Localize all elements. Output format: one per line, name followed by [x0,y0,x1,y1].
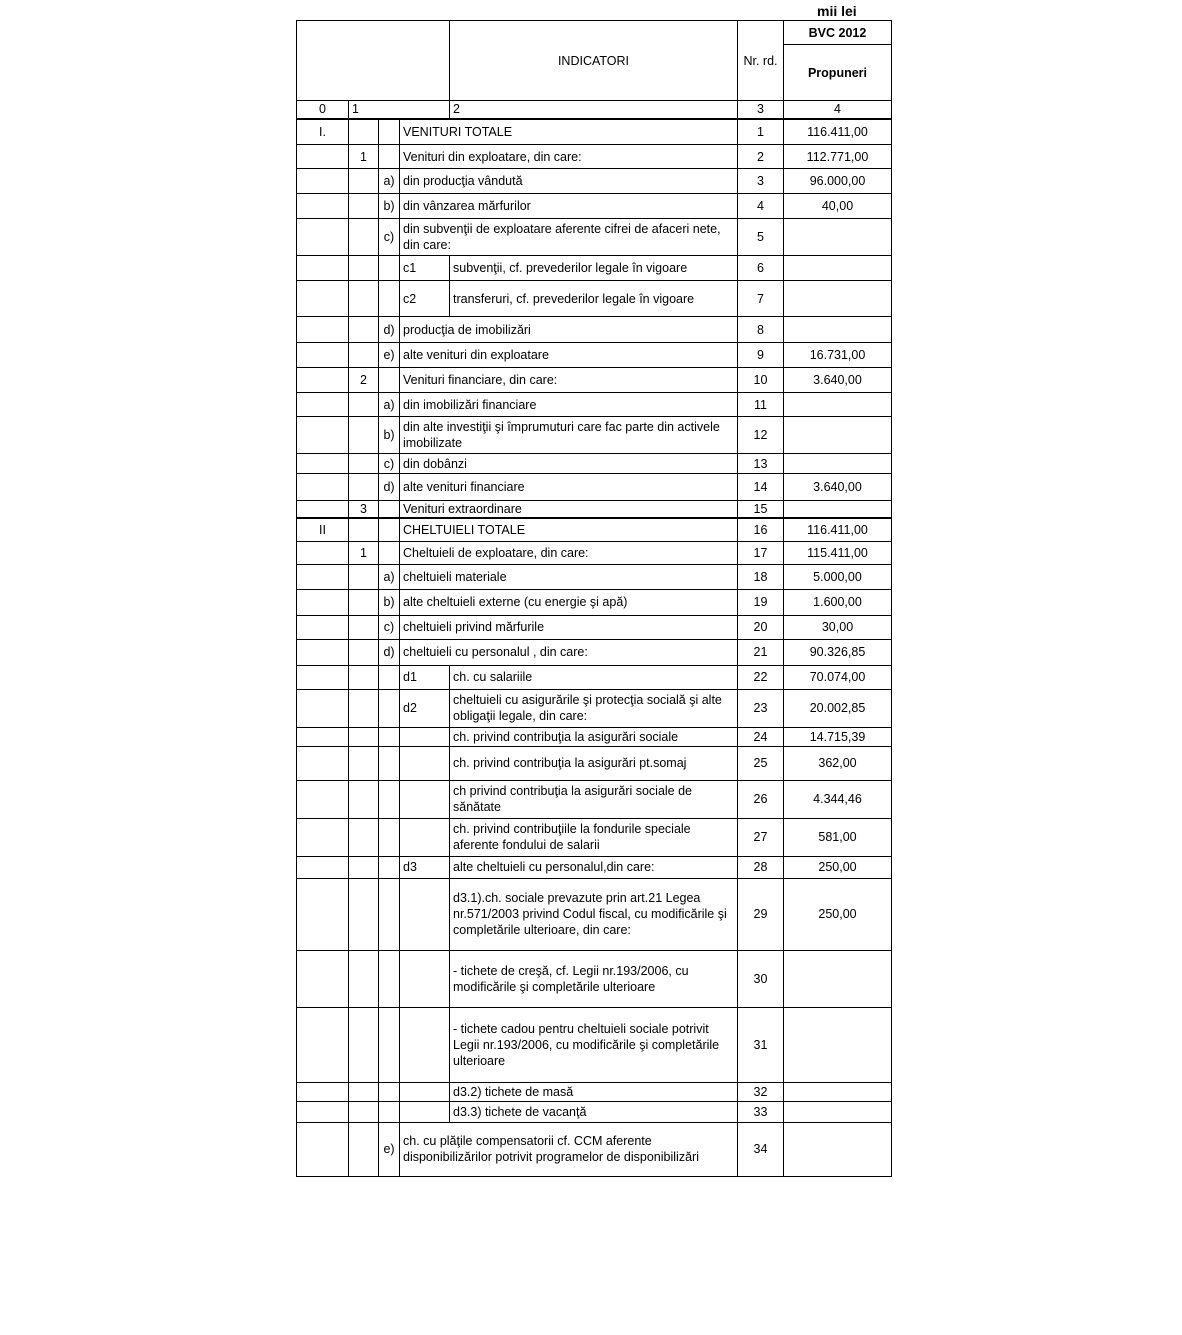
row-level-1 [297,639,349,665]
row-number: 4 [738,194,784,219]
row-level-3 [379,1082,400,1101]
row-value [784,1007,892,1082]
row-level-3: d) [379,474,400,501]
budget-table [296,20,892,1177]
row-level-2 [349,564,379,589]
table-row [297,780,892,818]
table-row [297,317,892,343]
row-level-3 [379,256,400,281]
row-value: 116.411,00 [784,518,892,541]
row-number: 21 [738,639,784,665]
row-level-3 [379,818,400,856]
row-level-3: b) [379,194,400,219]
row-number: 20 [738,615,784,639]
table-row [297,281,892,317]
row-level-4: c2 [400,281,450,317]
column-index-row [297,101,892,119]
row-value: 4.344,46 [784,780,892,818]
row-level-2 [349,689,379,727]
row-number: 24 [738,727,784,746]
row-indicator: ch. privind contribuţia la asigurări sociale [450,727,738,746]
row-level-1 [297,615,349,639]
table-row [297,518,892,541]
row-level-4 [400,746,450,780]
row-level-2 [349,393,379,417]
table-row [297,589,892,615]
row-level-1 [297,818,349,856]
row-level-1 [297,194,349,219]
row-number: 34 [738,1122,784,1176]
row-level-2 [349,454,379,474]
row-indicator: alte cheltuieli cu personalul,din care: [450,856,738,878]
row-level-1 [297,1007,349,1082]
row-number: 9 [738,343,784,368]
row-level-3 [379,950,400,1007]
row-level-2 [349,474,379,501]
row-value: 14.715,39 [784,727,892,746]
row-value [784,393,892,417]
row-level-1 [297,145,349,169]
row-level-2 [349,119,379,145]
row-level-2: 1 [349,541,379,564]
row-value: 90.326,85 [784,639,892,665]
row-value [784,317,892,343]
row-value [784,501,892,519]
row-level-3 [379,541,400,564]
row-level-3 [379,145,400,169]
row-number: 27 [738,818,784,856]
table-row [297,194,892,219]
row-indicator: alte venituri din exploatare [400,343,738,368]
row-number: 22 [738,665,784,689]
table-row [297,145,892,169]
table-row [297,1122,892,1176]
row-level-3: e) [379,1122,400,1176]
row-indicator: din alte investiţii şi împrumuturi care fac parte din activele imobilizate [400,417,738,454]
row-level-2 [349,317,379,343]
row-number: 25 [738,746,784,780]
row-level-2 [349,1007,379,1082]
row-level-1 [297,564,349,589]
row-indicator: d3.2) tichete de masă [450,1082,738,1101]
row-indicator: VENITURI TOTALE [400,119,738,145]
row-indicator: CHELTUIELI TOTALE [400,518,738,541]
table-row [297,1007,892,1082]
row-level-3 [379,727,400,746]
row-number: 13 [738,454,784,474]
row-number: 5 [738,219,784,256]
row-level-2: 3 [349,501,379,519]
row-value [784,219,892,256]
row-level-2 [349,1101,379,1122]
row-level-3 [379,780,400,818]
table-row [297,878,892,950]
table-row [297,1101,892,1122]
row-level-2 [349,780,379,818]
row-value: 250,00 [784,878,892,950]
row-level-3 [379,856,400,878]
table-row [297,615,892,639]
row-level-1 [297,169,349,194]
row-number: 15 [738,501,784,519]
row-level-3 [379,878,400,950]
row-level-2 [349,950,379,1007]
table-row [297,564,892,589]
row-number: 3 [738,169,784,194]
row-value: 115.411,00 [784,541,892,564]
row-level-1 [297,393,349,417]
row-indicator: Venituri financiare, din care: [400,368,738,393]
row-value: 1.600,00 [784,589,892,615]
table-row [297,256,892,281]
row-level-2 [349,281,379,317]
row-level-1 [297,1101,349,1122]
row-level-3: a) [379,169,400,194]
table-row [297,169,892,194]
row-level-1 [297,256,349,281]
unit-label: mii lei [817,3,857,19]
row-value [784,454,892,474]
header-blank [297,21,450,101]
row-number: 32 [738,1082,784,1101]
row-level-2 [349,518,379,541]
row-level-3: d) [379,317,400,343]
row-indicator: din producţia vândută [400,169,738,194]
row-value: 112.771,00 [784,145,892,169]
row-indicator: d3.3) tichete de vacanţă [450,1101,738,1122]
row-level-2 [349,818,379,856]
row-level-4 [400,950,450,1007]
table-row [297,639,892,665]
row-level-4: d2 [400,689,450,727]
table-row [297,727,892,746]
col-index-0: 0 [297,101,349,119]
row-level-2 [349,1122,379,1176]
row-level-4: d1 [400,665,450,689]
row-level-2 [349,343,379,368]
row-level-2 [349,615,379,639]
row-level-1 [297,501,349,519]
row-level-1 [297,950,349,1007]
row-level-4: d3 [400,856,450,878]
row-number: 10 [738,368,784,393]
row-level-3 [379,1007,400,1082]
row-indicator: ch. cu salariile [450,665,738,689]
row-level-3 [379,665,400,689]
row-level-3 [379,1101,400,1122]
row-indicator: producţia de imobilizări [400,317,738,343]
row-level-4 [400,878,450,950]
row-value: 5.000,00 [784,564,892,589]
row-number: 6 [738,256,784,281]
row-level-2: 2 [349,368,379,393]
header-row-1 [297,21,892,45]
table-row [297,119,892,145]
row-value: 581,00 [784,818,892,856]
row-indicator: transferuri, cf. prevederilor legale în vigoare [450,281,738,317]
row-level-2 [349,219,379,256]
row-number: 8 [738,317,784,343]
row-indicator: d3.1).ch. sociale prevazute prin art.21 Legea nr.571/2003 privind Codul fiscal, cu modificările şi completările ulterioare, din care: [450,878,738,950]
row-level-3 [379,518,400,541]
row-level-1 [297,856,349,878]
row-value: 250,00 [784,856,892,878]
row-level-2 [349,194,379,219]
row-level-1 [297,746,349,780]
row-level-2 [349,665,379,689]
row-number: 18 [738,564,784,589]
table-row [297,368,892,393]
table-row [297,541,892,564]
table-row [297,343,892,368]
row-number: 16 [738,518,784,541]
row-value [784,256,892,281]
row-level-3: c) [379,615,400,639]
row-level-1: I. [297,119,349,145]
row-level-1 [297,878,349,950]
row-level-1 [297,219,349,256]
row-number: 11 [738,393,784,417]
row-level-4 [400,818,450,856]
row-level-1 [297,665,349,689]
row-indicator: Venituri din exploatare, din care: [400,145,738,169]
row-value: 3.640,00 [784,474,892,501]
row-level-1 [297,541,349,564]
row-level-1 [297,417,349,454]
table-row [297,501,892,519]
table-row [297,454,892,474]
row-level-2 [349,746,379,780]
row-indicator: cheltuieli materiale [400,564,738,589]
row-level-3 [379,281,400,317]
header-bvc: BVC 2012 [784,21,892,45]
row-indicator: Venituri extraordinare [400,501,738,519]
row-level-3: d) [379,639,400,665]
row-level-2 [349,1082,379,1101]
row-value [784,1101,892,1122]
row-indicator: ch privind contribuţia la asigurări sociale de sănătate [450,780,738,818]
row-level-2 [349,639,379,665]
row-value [784,1122,892,1176]
row-level-1 [297,343,349,368]
row-level-2 [349,856,379,878]
row-indicator: ch. cu plăţile compensatorii cf. CCM aferente disponibilizărilor potrivit programelor de disponibilizări [400,1122,738,1176]
table-row [297,746,892,780]
row-level-2 [349,417,379,454]
table-row [297,393,892,417]
col-index-4: 4 [784,101,892,119]
table-row [297,417,892,454]
row-level-1 [297,281,349,317]
row-indicator: - tichete de creşă, cf. Legii nr.193/2006, cu modificările şi completările ulterioare [450,950,738,1007]
row-value [784,281,892,317]
row-level-1 [297,454,349,474]
row-number: 31 [738,1007,784,1082]
row-level-3: b) [379,589,400,615]
row-value: 3.640,00 [784,368,892,393]
row-level-3 [379,746,400,780]
row-indicator: din dobânzi [400,454,738,474]
header-propuneri: Propuneri [784,45,892,101]
row-level-4 [400,780,450,818]
row-value: 20.002,85 [784,689,892,727]
row-number: 26 [738,780,784,818]
row-value: 96.000,00 [784,169,892,194]
col-index-2: 2 [450,101,738,119]
row-level-4: c1 [400,256,450,281]
row-level-2 [349,169,379,194]
row-value: 40,00 [784,194,892,219]
row-level-4 [400,1101,450,1122]
header-nr-rd: Nr. rd. [738,21,784,101]
table-row [297,1082,892,1101]
row-level-1 [297,368,349,393]
table-row [297,818,892,856]
row-level-2 [349,256,379,281]
table-row [297,474,892,501]
row-value: 30,00 [784,615,892,639]
row-indicator: alte venituri financiare [400,474,738,501]
row-indicator: din imobilizări financiare [400,393,738,417]
row-indicator: ch. privind contribuţiile la fondurile speciale aferente fondului de salarii [450,818,738,856]
row-level-3: e) [379,343,400,368]
row-level-3 [379,501,400,519]
row-indicator: Cheltuieli de exploatare, din care: [400,541,738,564]
row-level-1 [297,1082,349,1101]
row-number: 23 [738,689,784,727]
row-level-2 [349,878,379,950]
table-row [297,665,892,689]
row-number: 19 [738,589,784,615]
row-number: 33 [738,1101,784,1122]
row-indicator: cheltuieli cu asigurările şi protecţia socială şi alte obligaţii legale, din care: [450,689,738,727]
row-value: 116.411,00 [784,119,892,145]
row-level-1 [297,780,349,818]
col-index-3: 3 [738,101,784,119]
table-row [297,950,892,1007]
row-value [784,417,892,454]
row-level-3: c) [379,219,400,256]
row-level-1 [297,689,349,727]
row-level-3: c) [379,454,400,474]
row-level-3 [379,368,400,393]
row-number: 7 [738,281,784,317]
row-level-1 [297,589,349,615]
row-level-1 [297,474,349,501]
row-value: 362,00 [784,746,892,780]
row-value: 16.731,00 [784,343,892,368]
row-indicator: cheltuieli privind mărfurile [400,615,738,639]
row-number: 30 [738,950,784,1007]
row-level-1 [297,727,349,746]
row-level-1 [297,317,349,343]
row-level-3: a) [379,564,400,589]
row-indicator: alte cheltuieli externe (cu energie şi apă) [400,589,738,615]
row-indicator: din vânzarea mărfurilor [400,194,738,219]
row-number: 1 [738,119,784,145]
row-level-2: 1 [349,145,379,169]
row-indicator: - tichete cadou pentru cheltuieli sociale potrivit Legii nr.193/2006, cu modificările şi completările ulterioare [450,1007,738,1082]
row-value [784,1082,892,1101]
row-indicator: subvenţii, cf. prevederilor legale în vigoare [450,256,738,281]
row-number: 2 [738,145,784,169]
row-level-1 [297,1122,349,1176]
row-number: 17 [738,541,784,564]
row-number: 28 [738,856,784,878]
row-level-4 [400,1082,450,1101]
row-level-3 [379,689,400,727]
row-number: 12 [738,417,784,454]
row-level-4 [400,1007,450,1082]
row-number: 29 [738,878,784,950]
row-indicator: din subvenţii de exploatare aferente cifrei de afaceri nete, din care: [400,219,738,256]
table-row [297,856,892,878]
row-level-2 [349,589,379,615]
row-level-2 [349,727,379,746]
table-row [297,689,892,727]
row-level-3 [379,119,400,145]
row-indicator: cheltuieli cu personalul , din care: [400,639,738,665]
row-indicator: ch. privind contribuţia la asigurări pt.somaj [450,746,738,780]
row-number: 14 [738,474,784,501]
row-level-3: a) [379,393,400,417]
row-value [784,950,892,1007]
col-index-1: 1 [349,101,450,119]
row-value: 70.074,00 [784,665,892,689]
row-level-3: b) [379,417,400,454]
row-level-1: II [297,518,349,541]
header-indicatori: INDICATORI [450,21,738,101]
row-level-4 [400,727,450,746]
table-row [297,219,892,256]
